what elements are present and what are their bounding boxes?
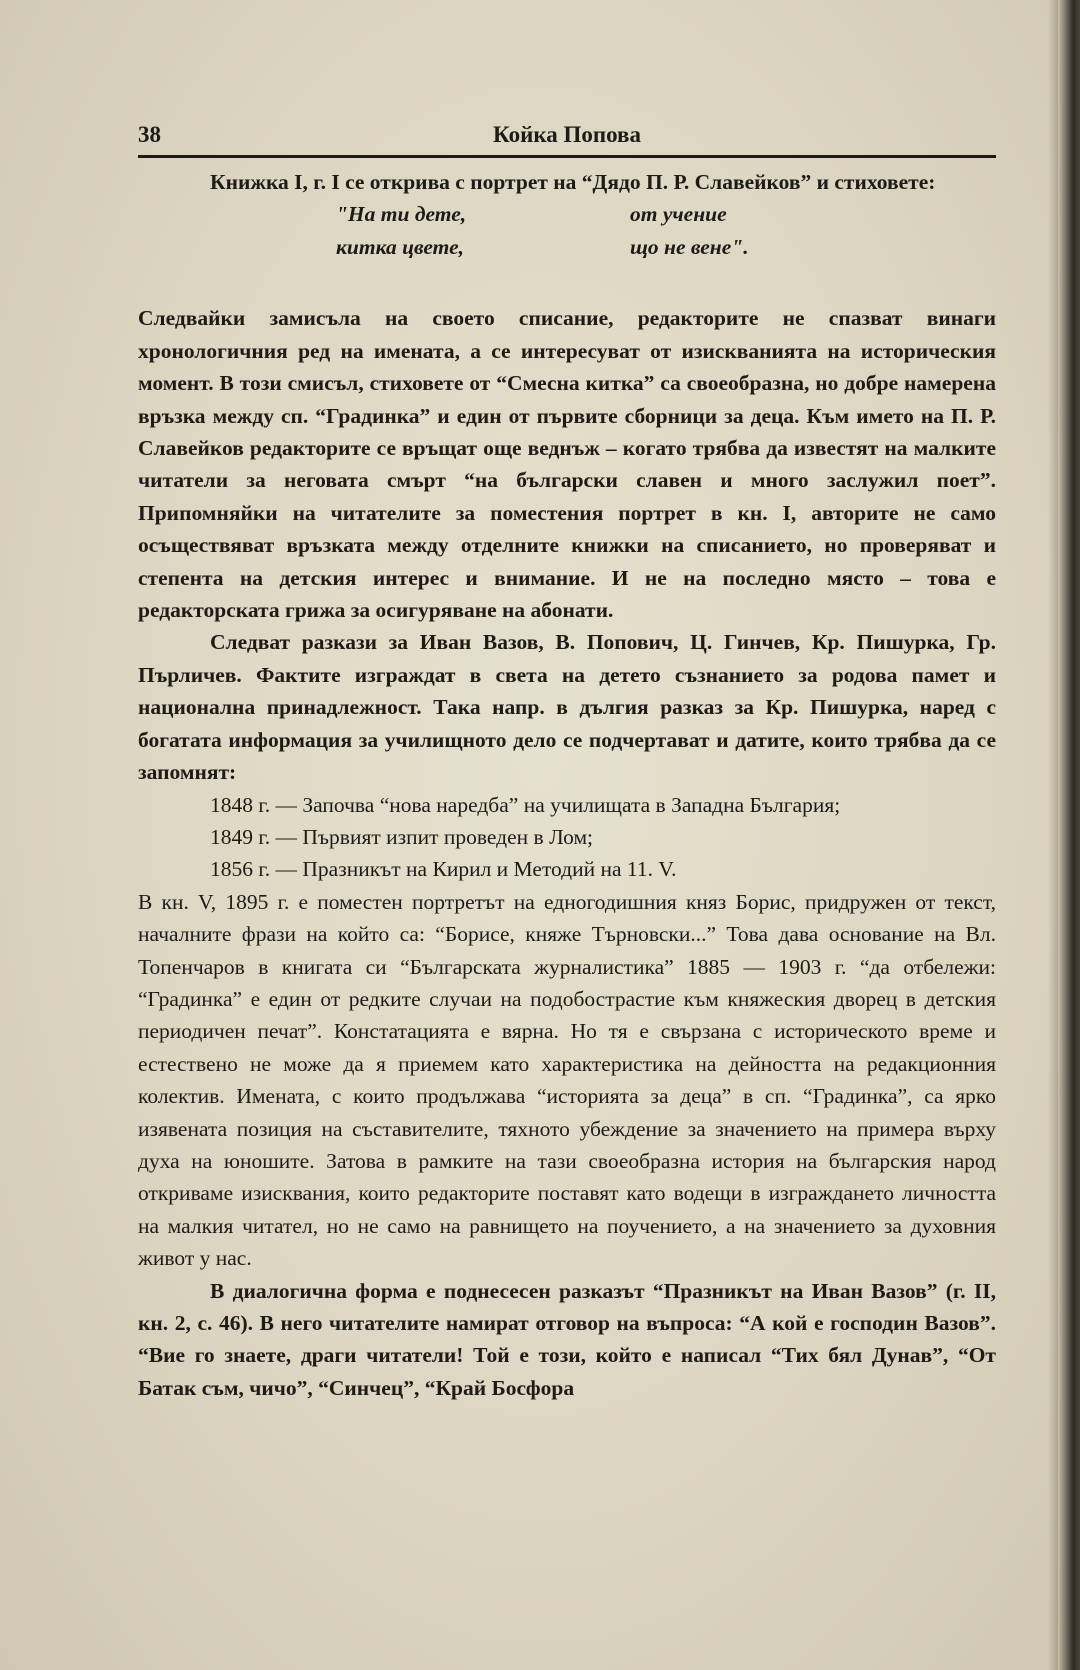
poem-line: китка цвете, <box>336 234 464 259</box>
paragraph-4: В диалогична форма е поднесесен разказът “Празникът на Иван Вазов” (г. II, кн. 2, с. 46). В него читателите намират отговор на въпроса: “А кой е господин Вазов”. “Вие го знаете, драги читатели! Той е този, който е написал “Тих бял Дунав”, “От Батак съм, чичо”, “Синчец”, “Край Босфора <box>138 1278 996 1400</box>
page-number: 38 <box>138 122 161 147</box>
paragraph-3: В кн. V, 1895 г. е поместен портретът на едногодишния княз Борис, придружен от текст, началните фрази на който са: “Борисе, княже Търновски...” Това дава основание на Вл. Топенчаров в книгата си “Българската журналистика” 1885 — 1903 г. “да отбележи: “Градинка” е един от редките случаи на подобострастие към княжеския дворец в детския периодичен печат”. Констатацията е вярна. Но тя е свързана с историческото време и естествено не може да я приемем като характеристика на дейността на редакционния колектив. Имената, с които продължава “историята за деца” в сп. “Градинка”, са ярко изявената позиция на съставителите, тяхното убеждение за значението на примера върху духа на юношите. Затова в рамките на тази своеобразна история на българския народ откриваме изисквания, които редакторите поставят като водещи в изграждането личността на малкия читател, но не само на равнището на поучението, а на значението за духовния живот у нас. <box>138 889 996 1271</box>
page-gutter-shadow <box>1048 0 1058 1670</box>
date-item: 1849 г. — Първият изпит проведен в Лом; <box>210 824 594 849</box>
page-header <box>138 120 996 156</box>
poem-column-left <box>336 198 596 263</box>
poem-line: що не вене". <box>630 234 749 259</box>
running-head: Койка Попова <box>493 122 641 147</box>
intro-paragraph: Книжка I, г. I се открива с портрет на “Дядо П. Р. Славейков” и стиховете: <box>210 170 936 194</box>
poem-line: от учение <box>630 202 727 227</box>
poem-line: "На ти дете, <box>336 202 467 227</box>
book-spine-edge <box>1058 0 1080 1670</box>
date-item: 1848 г. — Започва “нова наредба” на училищата в Западна България; <box>210 792 841 817</box>
paragraph-1: Следвайки замисъла на своето списание, редакторите не спазват винаги хронологичния ред на имената, а се интересуват от изискванията на историческия момент. В този смисъл, стиховете от “Смесна китка” са своеобразна, но добре намерена връзка между сп. “Градинка” и един от първите сборници за деца. Към името на П. Р. Славейков редакторите се връщат още веднъж – когато трябва да известят на малките читатели за неговата смърт “на български славен и много заслужил поет”. Припомняйки на читателите за поместения портрет в кн. I, авторите не само осъществяват връзката между отделните книжки на списанието, но проверяват и степента на детския интерес и внимание. И не на последно място – това е редакторската грижа за осигуряване на абонати. <box>138 306 996 623</box>
poem-column-right <box>630 198 930 263</box>
date-item: 1856 г. — Празникът на Кирил и Методий на 11. V. <box>210 857 677 882</box>
date-list <box>138 789 996 886</box>
paragraph-2: Следват разкази за Иван Вазов, В. Попович, Ц. Гинчев, Кр. Пишурка, Гр. Пърличев. Фактите изграждат в света на детето съзнанието за родова памет и национална принадлежност. Така напр. в дългия разказ за Кр. Пишурка, наред с богатата информация за училищното дело се подчертават и датите, които трябва да се запомнят: <box>138 630 996 785</box>
body-text <box>138 166 996 1404</box>
header-rule <box>138 155 996 158</box>
poem-quote <box>138 198 996 264</box>
